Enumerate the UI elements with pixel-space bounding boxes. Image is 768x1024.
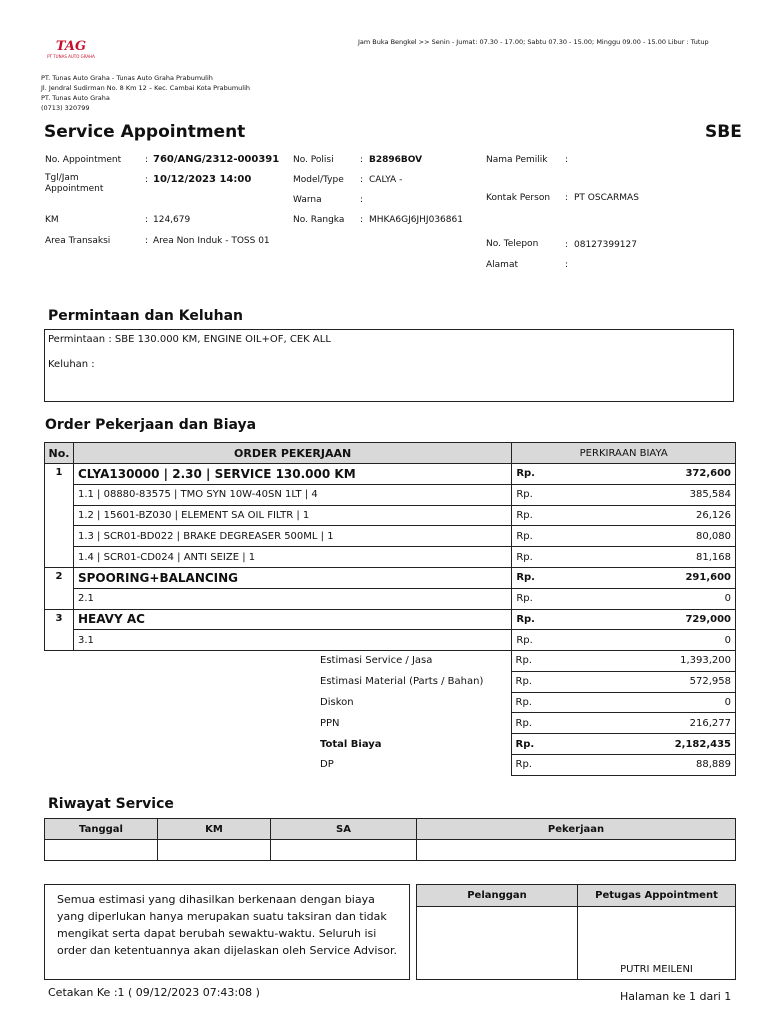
- cetakan-info: Cetakan Ke :1 ( 09/12/2023 07:43:08 ): [48, 986, 260, 999]
- tgl-label: Tgl/Jam Appointment: [45, 173, 104, 194]
- kontak-value: PT OSCARMAS: [574, 193, 639, 203]
- alamat-label: Alamat: [486, 260, 518, 270]
- summary-amount: 0: [541, 692, 736, 713]
- pelanggan-box: [416, 884, 578, 980]
- summary-amount: 1,393,200: [541, 651, 736, 672]
- currency-label: Rp.: [511, 713, 541, 734]
- summary-amount: 216,277: [541, 713, 736, 734]
- logo-subtitle: PT TUNAS AUTO GRAHA: [47, 54, 95, 59]
- page-title: Service Appointment: [44, 122, 246, 142]
- order-no: 1: [45, 464, 74, 568]
- order-item-amount: 81,168: [542, 547, 736, 568]
- summary-label: Total Biaya: [320, 738, 382, 750]
- order-no: 2: [45, 567, 74, 609]
- order-name: HEAVY AC: [73, 609, 511, 630]
- petugas-box: [577, 884, 736, 980]
- order-group-row: [45, 567, 736, 588]
- request-box: [44, 329, 734, 402]
- currency-label: Rp.: [512, 588, 542, 609]
- summary-label: Estimasi Material (Parts / Bahan): [320, 676, 484, 688]
- summary-amount: 88,889: [541, 754, 736, 775]
- summary-row: [316, 671, 736, 692]
- keluhan-text: Keluhan :: [48, 359, 95, 370]
- polisi-value: B2896BOV: [369, 155, 423, 165]
- order-amount: 729,000: [542, 609, 736, 630]
- currency-label: Rp.: [512, 464, 542, 485]
- polisi-label: No. Polisi: [293, 155, 334, 165]
- currency-label: Rp.: [511, 692, 541, 713]
- col-cost: PERKIRAAN BIAYA: [512, 443, 736, 464]
- order-item-row: [45, 547, 736, 568]
- summary-row: [316, 692, 736, 713]
- summary-amount: 2,182,435: [541, 734, 736, 755]
- history-table: [44, 818, 736, 861]
- tgl-value: 10/12/2023 14:00: [153, 174, 252, 185]
- model-label: Model/Type: [293, 175, 344, 185]
- order-no: 3: [45, 609, 74, 651]
- order-item-desc: 1.1 | 08880-83575 | TMO SYN 10W-40SN 1LT | 4: [73, 484, 511, 505]
- order-item-amount: 26,126: [542, 505, 736, 526]
- orders-table: [44, 442, 736, 651]
- summary-row: [316, 734, 736, 755]
- warna-label: Warna: [293, 195, 322, 205]
- request-title: Permintaan dan Keluhan: [48, 308, 243, 324]
- km-value: 124,679: [153, 215, 191, 225]
- order-item-row: [45, 526, 736, 547]
- order-item-amount: 385,584: [542, 484, 736, 505]
- currency-label: Rp.: [512, 547, 542, 568]
- model-value: CALYA -: [369, 175, 403, 185]
- currency-label: Rp.: [511, 754, 541, 775]
- currency-label: Rp.: [511, 671, 541, 692]
- order-amount: 372,600: [542, 464, 736, 485]
- currency-label: Rp.: [512, 630, 542, 651]
- telepon-label: No. Telepon: [486, 239, 539, 249]
- currency-label: Rp.: [512, 609, 542, 630]
- currency-label: Rp.: [512, 526, 542, 547]
- area-label: Area Transaksi: [45, 236, 111, 246]
- order-item-row: [45, 630, 736, 651]
- pelanggan-label: Pelanggan: [417, 885, 577, 907]
- summary-amount: 572,958: [541, 671, 736, 692]
- currency-label: Rp.: [512, 484, 542, 505]
- order-item-desc: 1.3 | SCR01-BD022 | BRAKE DEGREASER 500ML | 1: [73, 526, 511, 547]
- page-number: Halaman ke 1 dari 1: [620, 990, 732, 1003]
- order-item-desc: 3.1: [73, 630, 511, 651]
- summary-row: [316, 713, 736, 734]
- order-group-row: [45, 464, 736, 485]
- logo-text: TAG: [55, 39, 87, 54]
- service-code: SBE: [705, 122, 742, 142]
- order-item-desc: 1.2 | 15601-BZ030 | ELEMENT SA OIL FILTR | 1: [73, 505, 511, 526]
- petugas-label: Petugas Appointment: [578, 885, 735, 907]
- disclaimer: Semua estimasi yang dihasilkan berkenaan dengan biaya yang diperlukan hanya merupakan suatu taksiran dan tidak mengikat serta dapat berubah sewaktu-waktu. Seluruh isi order dan ketentuannya akan dijelaskan oleh Service Advisor.: [44, 884, 410, 980]
- summary-label: DP: [320, 759, 334, 771]
- pemilik-label: Nama Pemilik: [486, 155, 548, 165]
- order-item-row: [45, 505, 736, 526]
- hist-col-km: KM: [158, 819, 271, 840]
- col-order: ORDER PEKERJAAN: [73, 443, 511, 464]
- order-item-amount: 0: [542, 588, 736, 609]
- summary-row: [316, 754, 736, 775]
- order-group-row: [45, 609, 736, 630]
- order-amount: 291,600: [542, 567, 736, 588]
- order-name: SPOORING+BALANCING: [73, 567, 511, 588]
- summary-label: Estimasi Service / Jasa: [320, 655, 433, 667]
- order-item-amount: 0: [542, 630, 736, 651]
- order-item-row: [45, 484, 736, 505]
- currency-label: Rp.: [511, 651, 541, 672]
- km-label: KM: [45, 215, 59, 225]
- order-item-desc: 2.1: [73, 588, 511, 609]
- company-address: PT. Tunas Auto Graha - Tunas Auto Graha Prabumulih Jl. Jendral Sudirman No. 8 Km 12 – Kec. Cambai Kota Prabumulih PT. Tunas Auto Graha (0713) 320799: [41, 74, 251, 112]
- summary-table: [316, 650, 736, 776]
- rangka-value: MHKA6GJ6JHJ036861: [369, 215, 463, 225]
- history-title: Riwayat Service: [48, 796, 174, 812]
- order-item-row: [45, 588, 736, 609]
- petugas-name: PUTRI MEILENI: [620, 964, 693, 975]
- currency-label: Rp.: [512, 567, 542, 588]
- company-logo: [46, 40, 96, 66]
- rangka-label: No. Rangka: [293, 215, 345, 225]
- summary-label: Diskon: [320, 696, 354, 708]
- summary-label: PPN: [320, 717, 340, 729]
- order-name: CLYA130000 | 2.30 | SERVICE 130.000 KM: [73, 464, 511, 485]
- order-item-amount: 80,080: [542, 526, 736, 547]
- area-value: Area Non Induk - TOSS 01: [153, 236, 270, 246]
- col-no: No.: [45, 443, 74, 464]
- summary-row: [316, 651, 736, 672]
- permintaan-text: Permintaan : SBE 130.000 KM, ENGINE OIL+OF, CEK ALL: [48, 334, 331, 345]
- no-appointment-label: No. Appointment: [45, 155, 122, 165]
- currency-label: Rp.: [512, 505, 542, 526]
- kontak-label: Kontak Person: [486, 193, 551, 203]
- telepon-value: 08127399127: [574, 240, 637, 250]
- opening-hours: Jam Buka Bengkel >> Senin - Jumat: 07.30 - 17.00; Sabtu 07.30 - 15.00; Minggu 09.00 - 15.00 Libur : Tutup: [358, 38, 709, 46]
- currency-label: Rp.: [511, 734, 541, 755]
- hist-col-pekerjaan: Pekerjaan: [417, 819, 736, 840]
- order-item-desc: 1.4 | SCR01-CD024 | ANTI SEIZE | 1: [73, 547, 511, 568]
- history-empty-row: [45, 840, 736, 861]
- orders-title: Order Pekerjaan dan Biaya: [45, 417, 257, 433]
- no-appointment-value: 760/ANG/2312-000391: [153, 154, 280, 165]
- hist-col-sa: SA: [271, 819, 417, 840]
- hist-col-tanggal: Tanggal: [45, 819, 158, 840]
